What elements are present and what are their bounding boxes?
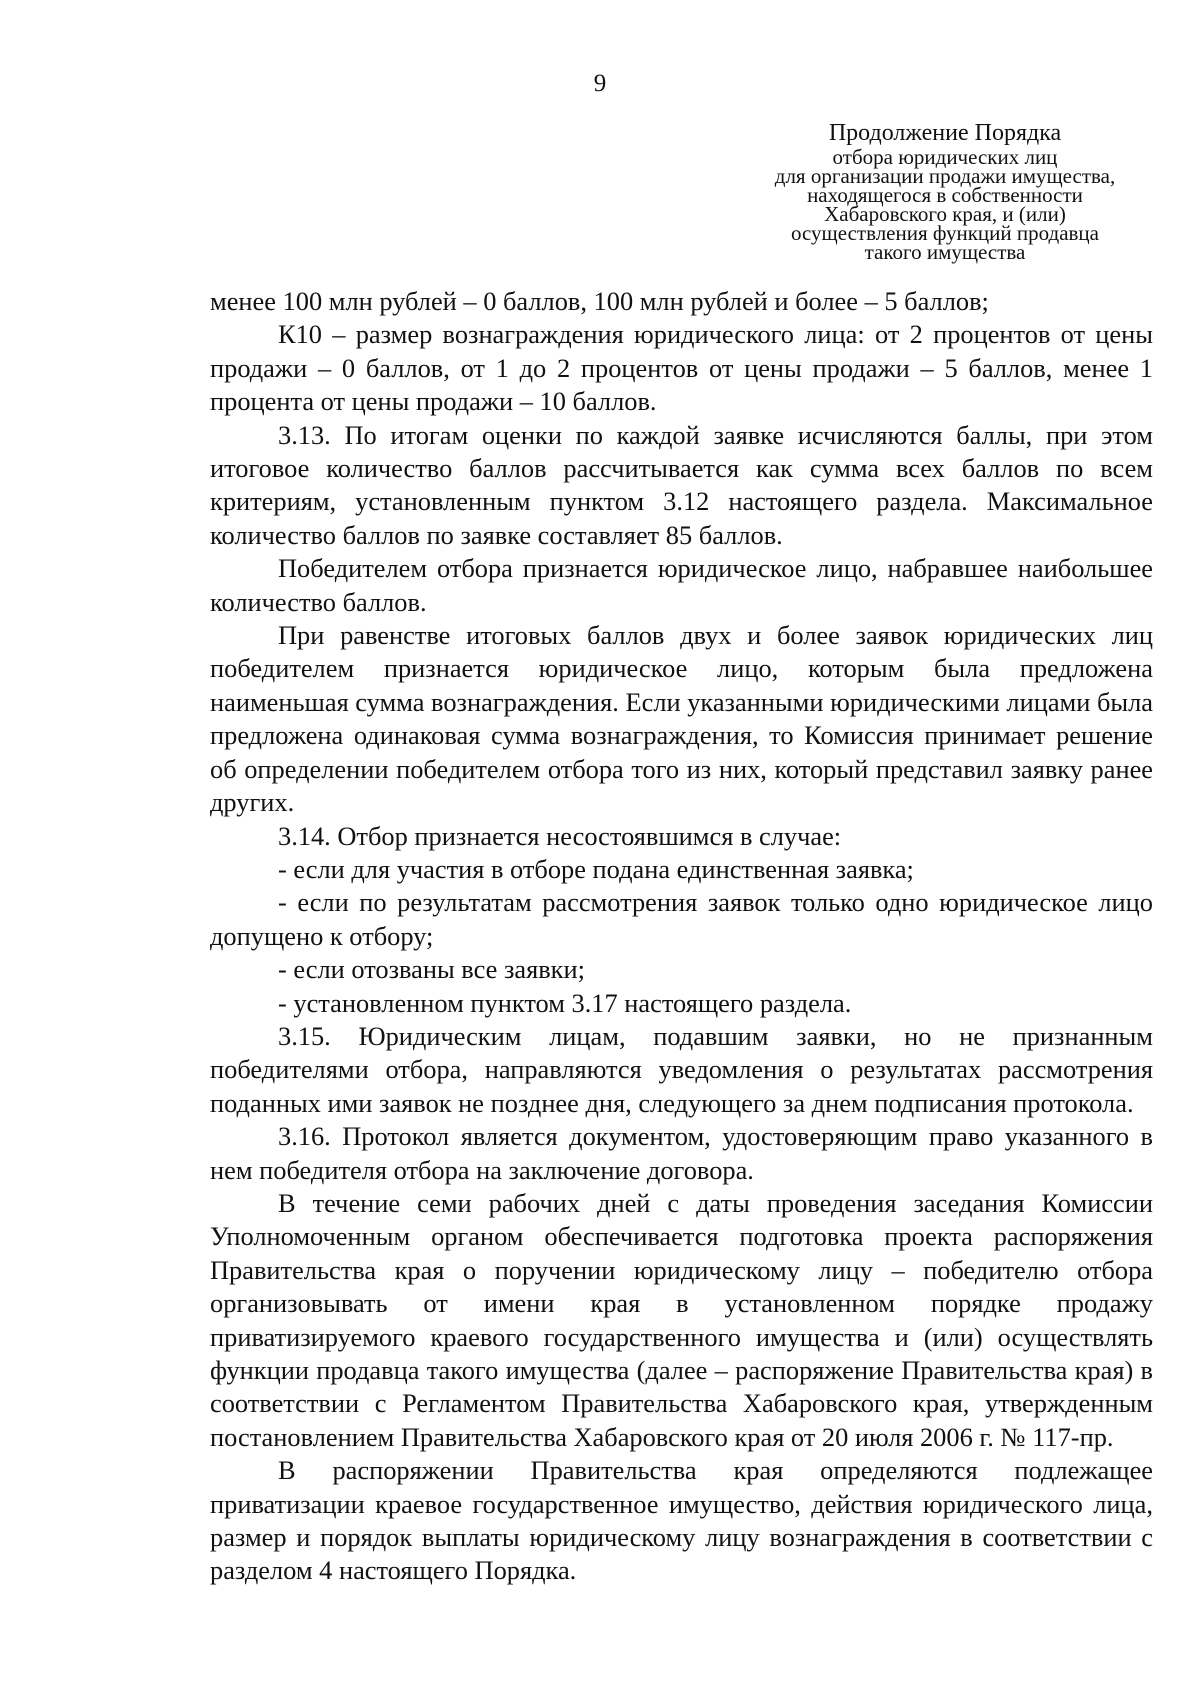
body-paragraph-3-15: 3.15. Юридическим лицам, подавшим заявки, но не признанным победителями отбора, направляются уведомления о результатах рассмотрения поданных ими заявок не позднее дня, следующего за днем подписания протокола. [210,1020,1153,1118]
body-paragraph-3-13: 3.13. По итогам оценки по каждой заявке исчисляются баллы, при этом итоговое количество баллов рассчитывается как сумма всех баллов по всем критериям, установленным пунктом 3.12 настоящего раздела. Максимальное количество баллов по заявке составляет 85 баллов. [210,419,1153,550]
body-paragraph-seven-days: В течение семи рабочих дней с даты проведения заседания Комиссии Уполномоченным органом обеспечивается подготовка проекта распоряжения Правительства края о поручении юридическому лицу – победителю отбора организовывать от имени края в установленном порядке продажу приватизируемого краевого государственного имущества и (или) осуществлять функции продавца такого имущества (далее – распоряжение Правительства края) в соответствии с Регламентом Правительства Хабаровского края, утвержденным постановлением Правительства Хабаровского края от 20 июля 2006 г. № 117-пр. [210,1187,1153,1452]
list-item-all-withdrawn: - если отозваны все заявки; [278,954,585,985]
body-paragraph-winner: Победителем отбора признается юридическое лицо, набравшее наибольшее количество баллов. [210,553,1153,617]
body-paragraph-order-contents: В распоряжении Правительства края определяются подлежащее приватизации краевое государственное имущество, действия юридического лица, размер и порядок выплаты юридическому лицу вознаграждения в соответствии с разделом 4 настоящего Порядка. [210,1455,1153,1586]
body-paragraph-3-14: 3.14. Отбор признается несостоявшимся в случае: [278,820,842,851]
header-line: для организации продажи имущества, [774,164,1116,188]
header-title: Продолжение Порядка [828,120,1062,146]
page-number: 9 [593,70,607,97]
header-line: такого имущества [864,240,1026,264]
header-line: находящегося в собственности [807,183,1083,207]
header-line: осуществления функций продавца [790,221,1099,245]
body-paragraph-k10: К10 – размер вознаграждения юридического лица: от 2 процентов от цены продажи – 0 баллов, от 1 до 2 процентов от цены продажи – 5 баллов, менее 1 процента от цены продажи – 10 баллов. [210,319,1153,417]
list-item-clause-3-17: - установленном пунктом 3.17 настоящего раздела. [278,987,852,1018]
body-paragraph-3-16: 3.16. Протокол является документом, удостоверяющим право указанного в нем победителя отбора на заключение договора. [210,1121,1153,1185]
body-paragraph-tie: При равенстве итоговых баллов двух и более заявок юридических лиц победителем признается юридическое лицо, которым была предложена наименьшая сумма вознаграждения. Если указанными юридическими лицами была предложена одинаковая сумма вознаграждения, то Комиссия принимает решение об определении победителем отбора того из них, который представил заявку ранее других. [210,620,1153,818]
document-header [730,118,1160,262]
document-body [210,285,1153,1588]
header-line: Хабаровского края, и (или) [824,202,1066,226]
list-item-one-admitted: - если по результатам рассмотрения заявок только одно юридическое лицо допущено к отбору; [210,887,1153,951]
body-paragraph-continuation: менее 100 млн рублей – 0 баллов, 100 млн рублей и более – 5 баллов; [210,286,989,316]
list-item-single-application: - если для участия в отборе подана единственная заявка; [278,853,914,884]
header-line: отбора юридических лиц [832,145,1058,169]
